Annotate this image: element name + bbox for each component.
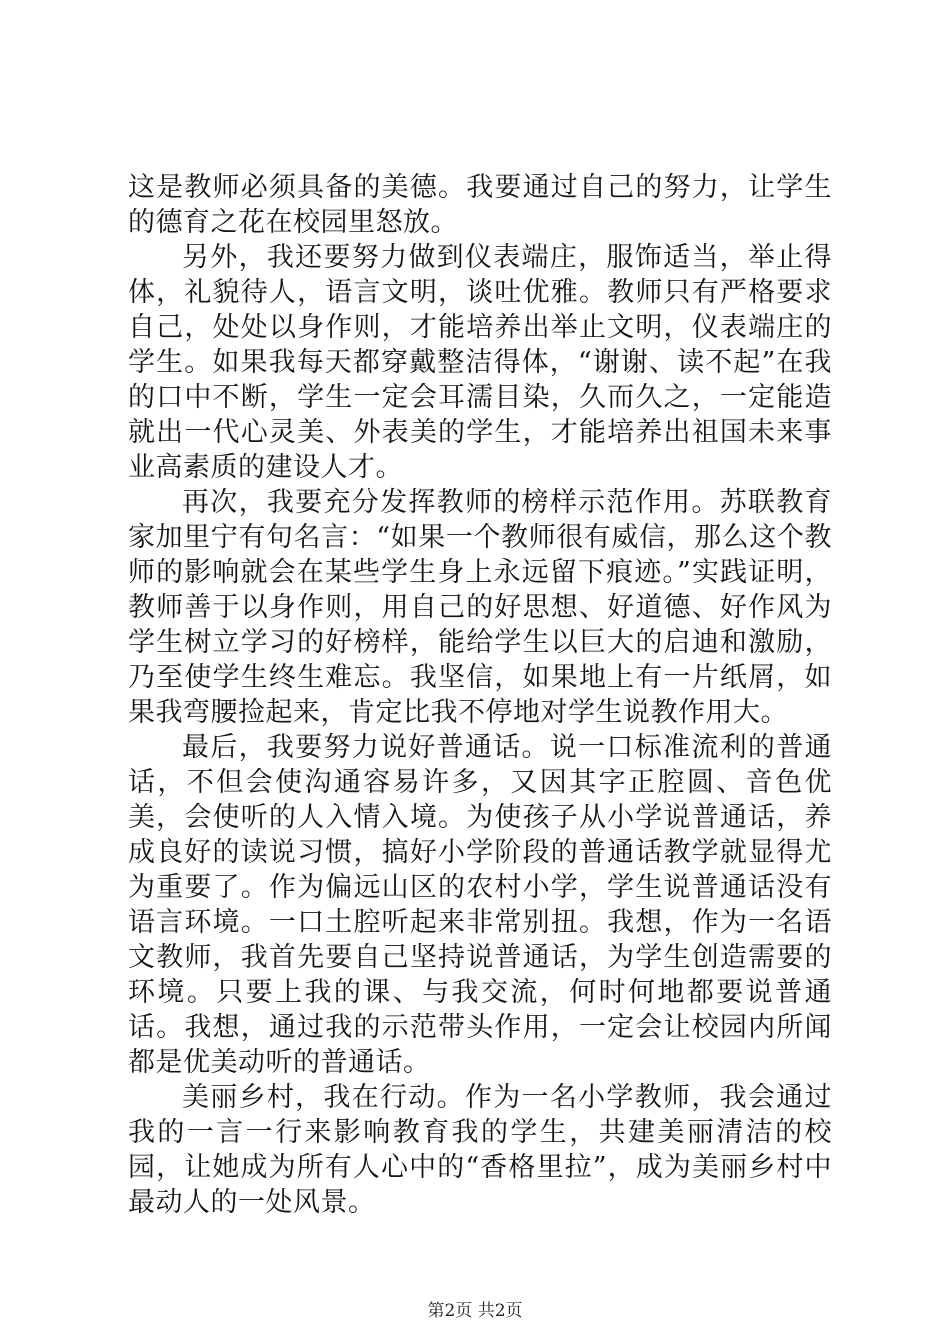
paragraph-role-model: 再次，我要充分发挥教师的榜样示范作用。苏联教育家加里宁有句名言：“如果一个教师很有威信，那么这个教师的影响就会在某些学生身上永远留下痕迹。”实践证明，教师善于以身作则，用自己的好思想、好道德、好作风为学生树立学习的好榜样，能给学生以巨大的启迪和激励，乃至使学生终生难忘。我坚信，如果地上有一片纸屑，如果我弯腰捡起来，肯定比我不停地对学生说教作用大。 [128, 487, 832, 728]
paragraph-appearance: 另外，我还要努力做到仪表端庄，服饰适当，举止得体，礼貌待人，语言文明，谈吐优雅。教师只有严格要求自己，处处以身作则，才能培养出举止文明，仪表端庄的学生。如果我每天都穿戴整洁得体，“谢谢、读不起”在我的口中不断，学生一定会耳濡目染，久而久之，一定能造就出一代心灵美、外表美的学生，才能培养出祖国未来事业高素质的建设人才。 [128, 242, 832, 483]
paragraph-continued: 这是教师必须具备的美德。我要通过自己的努力，让学生的德育之花在校园里怒放。 [128, 172, 832, 238]
document-body [128, 170, 832, 1220]
paragraph-mandarin: 最后，我要努力说好普通话。说一口标准流利的普通话，不但会使沟通容易许多，又因其字正腔圆、音色优美，会使听的人入情入境。为使孩子从小学说普通话，养成良好的读说习惯，搞好小学阶段的普通话教学就显得尤为重要了。作为偏远山区的农村小学，学生说普通话没有语言环境。一口土腔听起来非常别扭。我想，作为一名语文教师，我首先要自己坚持说普通话，为学生创造需要的环境。只要上我的课、与我交流，何时何地都要说普通话。我想，通过我的示范带头作用，一定会让校园内所闻都是优美动听的普通话。 [128, 732, 832, 1078]
paragraph-conclusion: 美丽乡村，我在行动。作为一名小学教师，我会通过我的一言一行来影响教育我的学生，共建美丽清洁的校园，让她成为所有人心中的“香格里拉”，成为美丽乡村中最动人的一处风景。 [128, 1082, 832, 1218]
page-number-footer: 第2页 共2页 [427, 1301, 523, 1321]
